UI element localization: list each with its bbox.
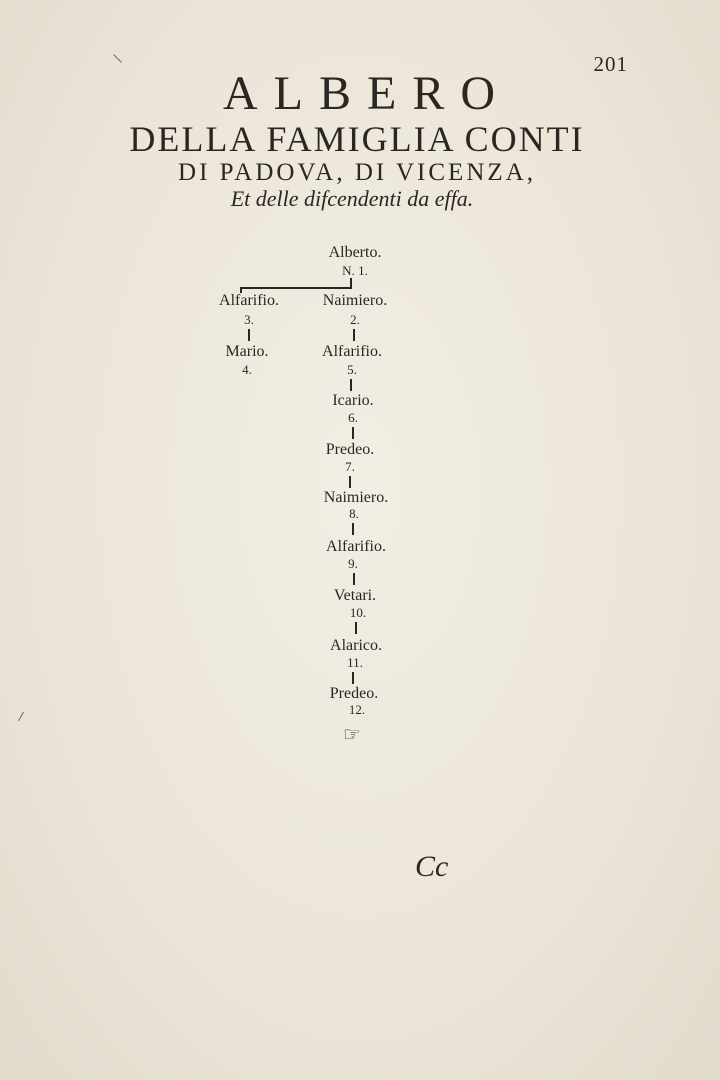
main-branch-number-3: 6. xyxy=(348,410,358,425)
main-branch-number-7: 10. xyxy=(349,605,367,620)
main-branch-number-9: 12. xyxy=(348,702,366,717)
title-padova-vicenza: DI PADOVA, DI VICENZA, xyxy=(178,159,536,186)
left-branch-tick-2 xyxy=(248,329,250,341)
tree-root-name: Alberto. xyxy=(328,244,382,261)
main-branch-tick-6 xyxy=(352,523,354,535)
tree-root-number: N. 1. xyxy=(342,263,368,278)
main-branch-name-1: Naimiero. xyxy=(322,292,388,309)
main-branch-number-2: 5. xyxy=(347,362,357,377)
left-branch-name-2: Mario. xyxy=(225,343,269,360)
main-branch-name-5: Naimiero. xyxy=(323,489,389,506)
page-number: 201 xyxy=(593,52,628,76)
main-branch-tick-5 xyxy=(349,476,351,488)
main-branch-number-4: 7. xyxy=(345,459,355,474)
main-branch-tick-4 xyxy=(352,427,354,439)
pointing-hand-icon: ☞ xyxy=(343,724,361,746)
main-branch-tick-7 xyxy=(353,573,355,585)
main-branch-number-8: 11. xyxy=(347,655,363,670)
main-branch-name-4: Predeo. xyxy=(325,441,375,458)
title-albero: ALBERO xyxy=(223,67,511,120)
left-branch-number-2: 4. xyxy=(242,362,252,377)
main-branch-name-8: Alarico. xyxy=(330,637,382,654)
signature-mark: Cc xyxy=(415,850,449,883)
branch-connector-line xyxy=(240,287,352,289)
title-famiglia: DELLA FAMIGLIA CONTI xyxy=(129,119,585,159)
main-branch-tick-8 xyxy=(355,622,357,634)
main-branch-tick-3 xyxy=(350,379,352,391)
main-branch-tick-9 xyxy=(352,672,354,684)
main-branch-name-6: Alfarifio. xyxy=(326,538,386,555)
main-branch-tick-2 xyxy=(353,329,355,341)
left-branch-number-1: 3. xyxy=(244,312,254,327)
main-branch-name-2: Alfarifio. xyxy=(322,343,382,360)
main-branch-name-9: Predeo. xyxy=(329,685,379,702)
root-connector-tick xyxy=(350,278,352,288)
main-branch-name-3: Icario. xyxy=(332,392,374,409)
main-branch-number-5: 8. xyxy=(349,506,359,521)
main-branch-number-6: 9. xyxy=(348,556,358,571)
left-branch-name-1: Alfarifio. xyxy=(219,292,279,309)
main-branch-number-1: 2. xyxy=(350,312,360,327)
main-branch-name-7: Vetari. xyxy=(333,587,377,604)
title-discendenti: Et delle difcendenti da effa. xyxy=(230,186,474,211)
